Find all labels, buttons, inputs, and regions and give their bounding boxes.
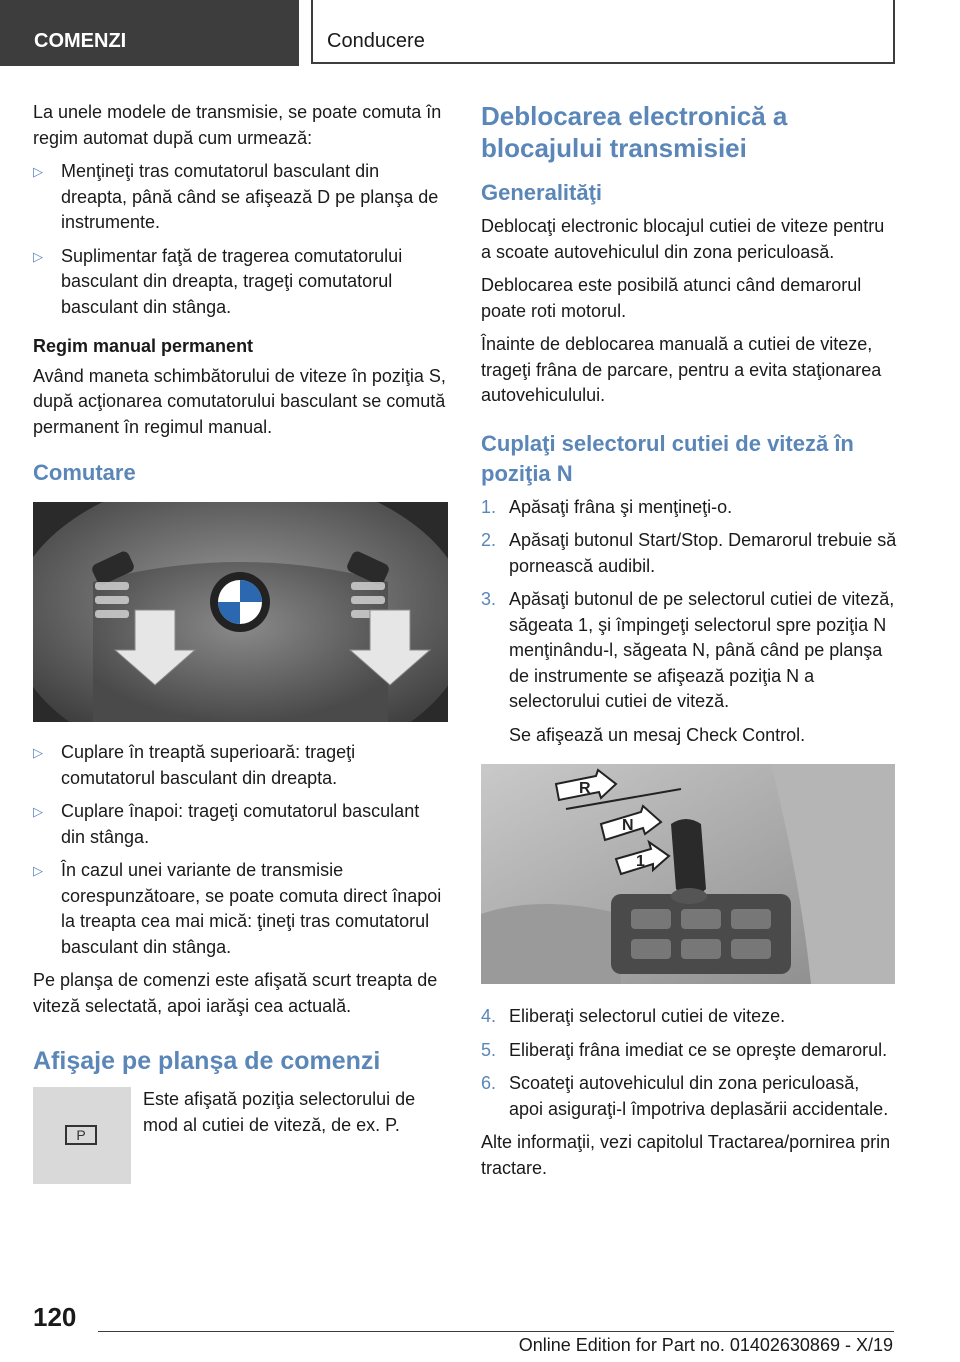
right-column [481,100,897,1189]
step-number: 3. [481,589,497,609]
arrow-1-label: 1 [636,853,645,870]
unlock-title: Deblocarea electronică a blocajului transmisiei [481,101,788,163]
step-item [481,1004,897,1030]
general-p1: Deblocaţi electronic blocajul cutiei de viteze pentru a scoate autovehiculul din zona periculoasă. [481,216,885,262]
couple-heading: Cuplaţi selectorul cutiei de viteză în poziţia N [481,430,854,486]
bullet-item [33,740,448,791]
display-row [33,1087,448,1184]
park-letter: P [65,1125,97,1145]
arrow-r-label: R [579,780,591,797]
step-number: 2. [481,530,497,550]
step-text: Eliberaţi frâna imediat ce se opreşte demarorul. [509,1039,888,1060]
gear-selector-image [481,764,895,984]
footer-rule [98,1331,894,1332]
step-number: 4. [481,1006,497,1026]
switch-heading: Comutare [33,460,136,485]
more-info: Alte informaţii, vezi capitolul Tractarea/pornirea prin tractare. [481,1132,891,1178]
bullet-triangle-icon: ▷ [33,745,43,760]
section-tab: COMENZI [0,0,299,66]
bullet-item [33,858,448,960]
bullet-triangle-icon: ▷ [33,248,43,264]
step-number: 1. [481,496,497,517]
gear-selector-illustration [481,764,895,984]
bullet-triangle-icon: ▷ [33,863,43,878]
bullet-item [33,799,448,850]
intro-paragraph: La unele modele de transmisie, se poate comuta în regim automat după cum urmează: [33,102,442,148]
step-item [481,528,897,579]
park-indicator-icon [33,1087,131,1184]
page-number: 120 [33,1302,77,1332]
step-number: 6. [481,1073,497,1093]
step-item [481,1071,897,1122]
step-item [481,587,897,715]
left-column [33,100,448,1184]
step-item [481,1038,897,1064]
bullet-triangle-icon: ▷ [33,164,43,179]
manual-heading: Regim manual permanent [33,336,254,356]
manual-paragraph: Având maneta schimbătorului de viteze în poziţia S, după acţionarea comutatorului basculant se comută permanent în regimul manual. [33,365,446,437]
bullet-item [33,159,448,236]
bullet-text: Menţineţi tras comutatorul basculant din dreapta, până când se afişează D pe planşa de instrumente. [61,161,439,232]
step-text: Apăsaţi butonul Start/Stop. Demarorul trebuie să pornească audibil. [509,530,897,576]
bullet-text: În cazul unei variante de transmisie corespunzătoare, se poate comuta direct înapoi la treapta cea mai mică: ţineţi tras comutatorul basculant din stânga. [61,860,442,957]
display-heading: Afişaje pe planşa de comenzi [33,1047,381,1075]
arrow-n-label: N [622,817,634,834]
bullet-text: Cuplare în treaptă superioară: trageţi comutatorul basculant din dreapta. [61,742,356,788]
step-item [481,495,897,521]
general-heading: Generalităţi [481,180,603,205]
edition-note: Online Edition for Part no. 01402630869 - X/19 [518,1335,893,1355]
step-text: Scoateţi autovehiculul din zona periculoasă, apoi asiguraţi-l împotriva deplasării accidentale. [509,1073,889,1119]
steps-list-1 [481,495,897,715]
bullet-text: Suplimentar faţă de tragerea comutatorului basculant din dreapta, trageţi comutatorul basculant din stânga. [61,245,403,317]
step-number: 5. [481,1039,497,1060]
steps-list-2 [481,1004,897,1122]
bullet-text: Cuplare înapoi: trageţi comutatorul basculant din stânga. [61,801,420,847]
bullet-item [33,244,448,321]
step-text: Apăsaţi butonul de pe selectorul cutiei de viteză, săgeata 1, şi împingeţi selectorul spre poziţia N menţinându-l, săgeata N, până când pe planşa de instrumente se afişează poziţia N a selectorului cutiei de viteză. [509,589,895,711]
check-control-note: Se afişează un mesaj Check Control. [509,724,806,745]
bullet-triangle-icon: ▷ [33,804,43,819]
switch-list [33,740,448,960]
display-note: Pe planşa de comenzi este afişată scurt treapta de viteză selectată, apoi iarăşi cea actuală. [33,970,438,1016]
step-text: Apăsaţi frâna şi menţineţi-o. [509,496,733,517]
display-text: Este afişată poziţia selectorului de mod al cutiei de viteză, de ex. P. [143,1089,416,1135]
auto-mode-list [33,159,448,320]
general-p2: Deblocarea este posibilă atunci când demarorul poate roti motorul. [481,275,862,321]
step-text: Eliberaţi selectorul cutiei de viteze. [509,1006,786,1026]
chapter-tab: Conducere [311,0,895,64]
steering-wheel-illustration [33,502,448,722]
steering-wheel-image [33,502,448,722]
general-p3: Înainte de deblocarea manuală a cutiei de viteze, trageţi frâna de parcare, pentru a evita staţionarea autovehiculului. [481,334,882,405]
